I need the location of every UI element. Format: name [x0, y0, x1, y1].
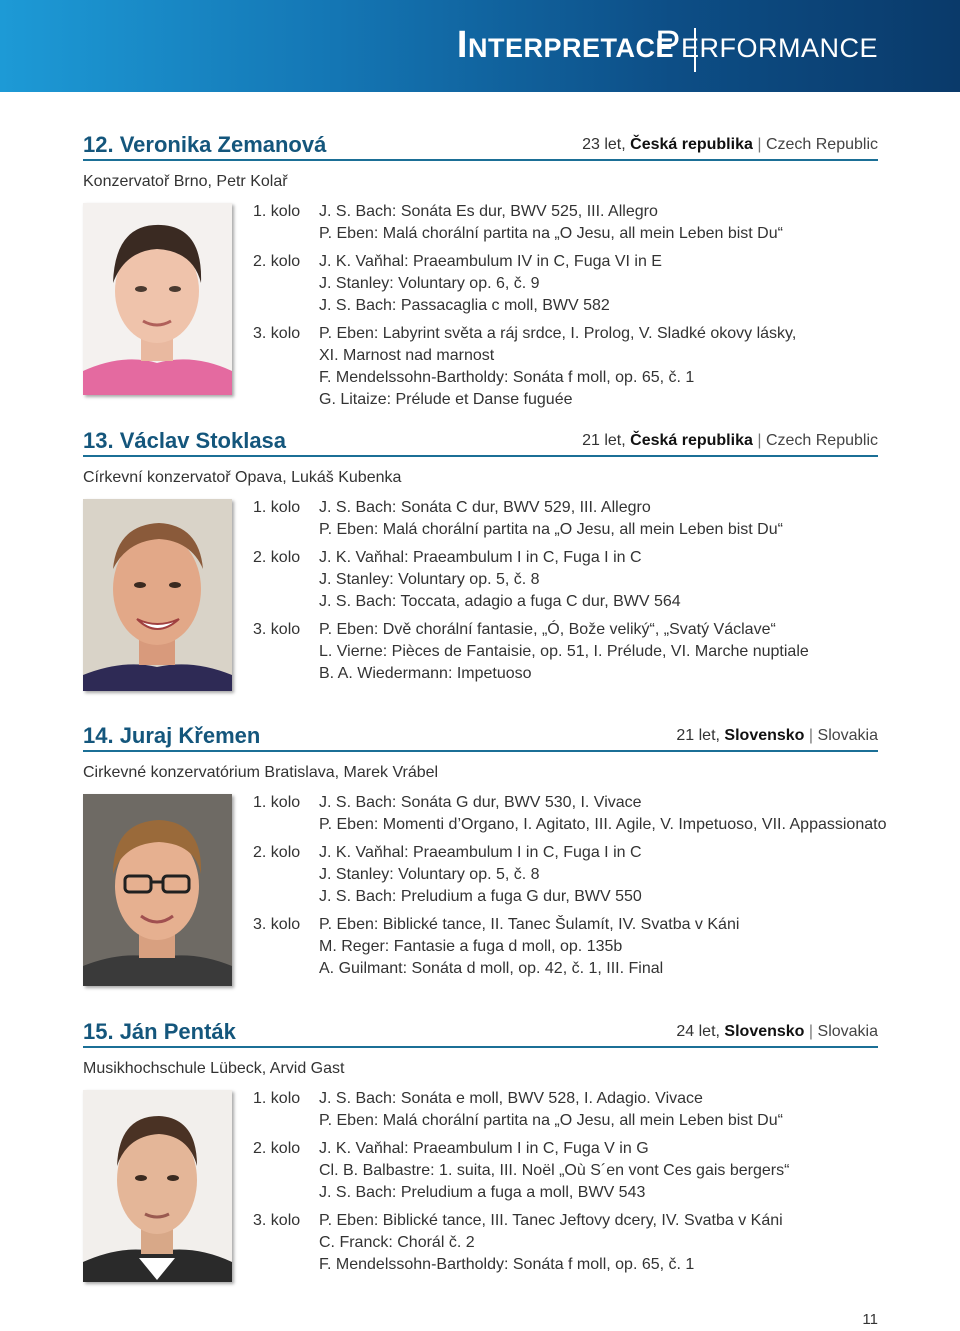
round-label: 2. kolo: [253, 253, 301, 270]
round-1: [253, 1088, 893, 1132]
repertoire-piece: C. Franck: Chorál č. 2: [319, 1234, 475, 1251]
repertoire-piece: J. Stanley: Voluntary op. 6, č. 9: [319, 275, 540, 292]
competitor-heading: [83, 722, 878, 752]
competitor-heading: [83, 427, 878, 457]
round-label: 2. kolo: [253, 844, 301, 861]
repertoire-piece: P. Eben: Biblické tance, III. Tanec Jeftovy dcery, IV. Svatba v Káni: [319, 1212, 783, 1229]
competitor-country: Česká republika: [630, 432, 753, 449]
repertoire-piece: P. Eben: Dvě chorální fantasie, „Ó, Bože veliký“, „Svatý Václave“: [319, 621, 776, 638]
competitor-meta: 21 let, Česká republika | Czech Republic: [582, 432, 878, 449]
repertoire-piece: J. S. Bach: Sonáta Es dur, BWV 525, III. Allegro: [319, 203, 658, 220]
round-3: [253, 323, 893, 411]
competition-rounds: [253, 792, 893, 986]
round-1: [253, 792, 893, 836]
repertoire-piece: P. Eben: Malá chorální partita na „O Jesu, all mein Leben bist Du“: [319, 225, 783, 242]
competitor-country-en: Czech Republic: [765, 432, 878, 449]
competition-rounds: [253, 497, 893, 691]
round-2: [253, 1138, 893, 1204]
round-label: 1. kolo: [253, 1090, 301, 1107]
repertoire-piece: F. Mendelssohn-Bartholdy: Sonáta f moll, op. 65, č. 1: [319, 1256, 695, 1273]
repertoire-piece: P. Eben: Malá chorální partita na „O Jesu, all mein Leben bist Du“: [319, 521, 783, 538]
competitor-photo: [83, 203, 232, 395]
repertoire-piece: J. S. Bach: Toccata, adagio a fuga C dur, BWV 564: [319, 593, 681, 610]
competitor-name: 14. Juraj Křemen: [83, 723, 261, 748]
competitor-meta: 21 let, Slovensko | Slovakia: [676, 727, 878, 744]
competitor-school: Konzervatoř Brno, Petr Kolař: [83, 173, 288, 190]
competitor-age: 24 let,: [676, 1023, 720, 1040]
round-1: [253, 201, 893, 245]
competitor-photo: [83, 1090, 232, 1282]
round-label: 1. kolo: [253, 499, 301, 516]
round-label: 3. kolo: [253, 916, 301, 933]
repertoire-piece: P. Eben: Labyrint světa a ráj srdce, I. Prolog, V. Sladké okovy lásky,: [319, 325, 797, 342]
repertoire-piece: B. A. Wiedermann: Impetuoso: [319, 665, 532, 682]
competition-rounds: [253, 201, 893, 417]
competitor-meta: 24 let, Slovensko | Slovakia: [676, 1023, 878, 1040]
competitor-entry: [83, 427, 878, 682]
round-3: [253, 1210, 893, 1276]
header-title-english: Performance: [655, 24, 878, 66]
round-label: 2. kolo: [253, 1140, 301, 1157]
round-3: [253, 914, 893, 980]
round-label: 3. kolo: [253, 621, 301, 638]
competitor-entry: [83, 131, 878, 408]
repertoire-piece: A. Guilmant: Sonáta d moll, op. 42, č. 1, III. Final: [319, 960, 664, 977]
round-label: 1. kolo: [253, 203, 301, 220]
round-2: [253, 842, 893, 908]
page-header-banner: [0, 0, 960, 92]
competition-rounds: [253, 1088, 893, 1282]
round-label: 2. kolo: [253, 549, 301, 566]
repertoire-piece: P. Eben: Malá chorální partita na „O Jesu, all mein Leben bist Du“: [319, 1112, 783, 1129]
repertoire-piece: L. Vierne: Pièces de Fantaisie, op. 51, I. Prélude, VI. Marche nuptiale: [319, 643, 809, 660]
repertoire-piece: J. S. Bach: Passacaglia c moll, BWV 582: [319, 297, 610, 314]
round-label: 3. kolo: [253, 1212, 301, 1229]
competitor-name: 12. Veronika Zemanová: [83, 132, 327, 157]
repertoire-piece: J. K. Vaňhal: Praeambulum I in C, Fuga I in C: [319, 549, 642, 566]
competitor-photo: [83, 794, 232, 986]
competitor-school: Musikhochschule Lübeck, Arvid Gast: [83, 1060, 345, 1077]
repertoire-piece: J. S. Bach: Preludium a fuga a moll, BWV 543: [319, 1184, 646, 1201]
round-label: 1. kolo: [253, 794, 301, 811]
repertoire-piece: XI. Marnost nad marnost: [319, 347, 495, 364]
repertoire-piece: J. K. Vaňhal: Praeambulum I in C, Fuga V in G: [319, 1140, 649, 1157]
competitor-school: Cirkevné konzervatórium Bratislava, Marek Vrábel: [83, 764, 439, 781]
round-label: 3. kolo: [253, 325, 301, 342]
competitor-meta: 23 let, Česká republika | Czech Republic: [582, 136, 878, 153]
repertoire-piece: M. Reger: Fantasie a fuga d moll, op. 135b: [319, 938, 623, 955]
competitor-name: 15. Ján Penták: [83, 1019, 236, 1044]
header-title-czech: Interpretace: [456, 24, 674, 66]
repertoire-piece: J. S. Bach: Sonáta G dur, BWV 530, I. Vivace: [319, 794, 642, 811]
round-3: [253, 619, 893, 685]
repertoire-piece: J. S. Bach: Sonáta C dur, BWV 529, III. Allegro: [319, 499, 651, 516]
competitor-heading: [83, 131, 878, 161]
repertoire-piece: J. Stanley: Voluntary op. 5, č. 8: [319, 866, 540, 883]
competitor-age: 23 let,: [582, 136, 626, 153]
competitor-entry: [83, 1018, 878, 1273]
repertoire-piece: J. S. Bach: Sonáta e moll, BWV 528, I. Adagio. Vivace: [319, 1090, 703, 1107]
competitor-country-en: Slovakia: [817, 1023, 878, 1040]
competitor-country-en: Slovakia: [817, 727, 878, 744]
competitor-country: Slovensko: [724, 727, 805, 744]
competitor-country: Slovensko: [724, 1023, 805, 1040]
repertoire-piece: P. Eben: Biblické tance, II. Tanec Šulamít, IV. Svatba v Káni: [319, 916, 740, 933]
competitor-heading: [83, 1018, 878, 1048]
repertoire-piece: F. Mendelssohn-Bartholdy: Sonáta f moll, op. 65, č. 1: [319, 369, 695, 386]
competitor-entry: [83, 722, 887, 977]
repertoire-piece: J. Stanley: Voluntary op. 5, č. 8: [319, 571, 540, 588]
repertoire-piece: Cl. B. Balbastre: 1. suita, III. Noël „Où S´en vont Ces gais bergers“: [319, 1162, 790, 1179]
round-2: [253, 251, 893, 317]
competitor-country-en: Czech Republic: [765, 136, 878, 153]
repertoire-piece: P. Eben: Momenti d’Organo, I. Agitato, III. Agile, V. Impetuoso, VII. Appassionato: [319, 816, 887, 833]
competitor-school: Církevní konzervatoř Opava, Lukáš Kubenka: [83, 469, 402, 486]
page-number: 11: [862, 1311, 878, 1328]
competitor-name: 13. Václav Stoklasa: [83, 428, 287, 453]
competitor-photo: [83, 499, 232, 691]
repertoire-piece: J. K. Vaňhal: Praeambulum I in C, Fuga I in C: [319, 844, 642, 861]
round-1: [253, 497, 893, 541]
competitor-age: 21 let,: [582, 432, 626, 449]
round-2: [253, 547, 893, 613]
repertoire-piece: J. K. Vaňhal: Praeambulum IV in C, Fuga VI in E: [319, 253, 662, 270]
repertoire-piece: J. S. Bach: Preludium a fuga G dur, BWV 550: [319, 888, 642, 905]
competitor-age: 21 let,: [676, 727, 720, 744]
competitor-country: Česká republika: [630, 136, 753, 153]
repertoire-piece: G. Litaize: Prélude et Danse fuguée: [319, 391, 573, 408]
